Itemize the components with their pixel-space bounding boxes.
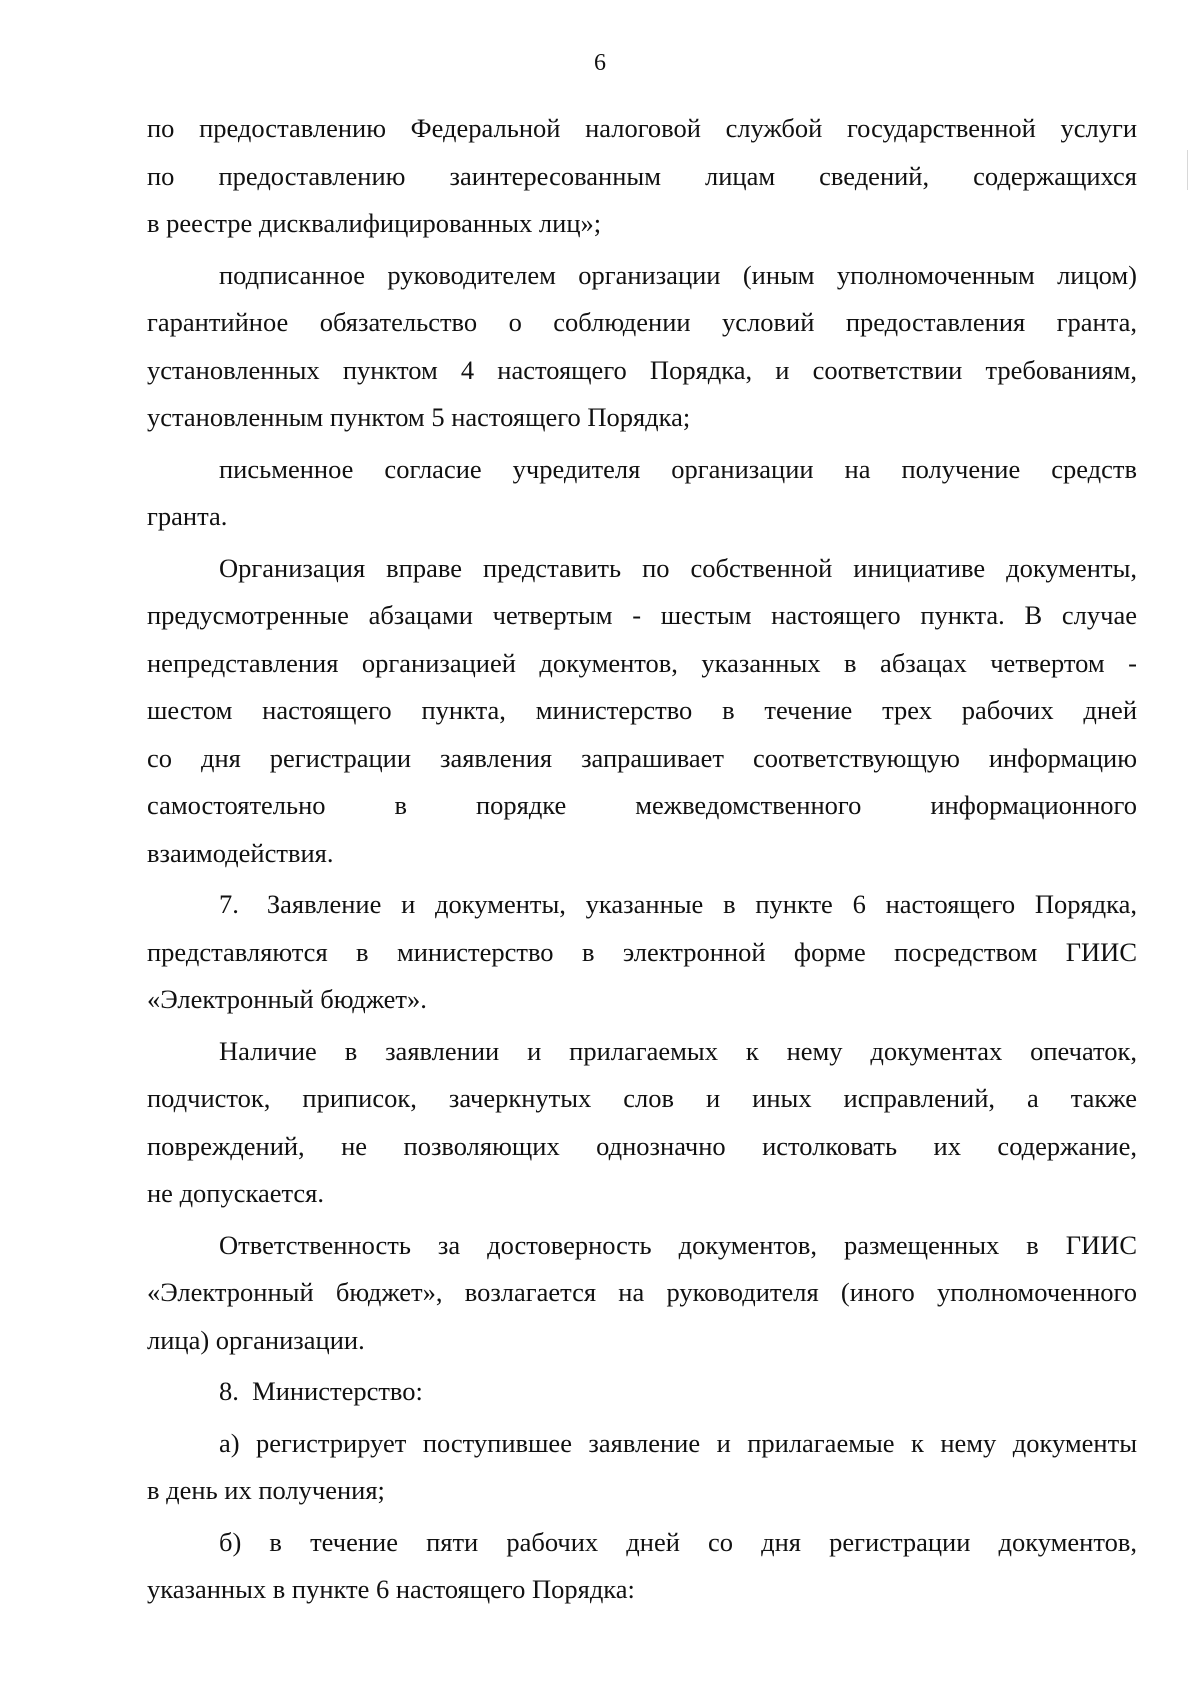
text-line-content: Министерство:: [252, 1376, 423, 1406]
text-line: подписанное руководителем организации (иным уполномоченным лицом): [219, 259, 1137, 290]
paragraph-own-initiative-documents: [147, 545, 1137, 878]
document-body: [147, 105, 1137, 1614]
paragraph-federal-tax-service: [147, 105, 1137, 248]
item-number: 7.: [219, 889, 239, 919]
text-line: со дня регистрации заявления запрашивает соответствующую информацию: [147, 742, 1137, 773]
text-line: предусмотренные абзацами четвертым - шестым настоящего пункта. В случае: [147, 600, 1137, 630]
text-line: подчисток, приписок, зачеркнутых слов и иных исправлений, а также: [147, 1083, 1137, 1113]
text-line: «Электронный бюджет».: [147, 984, 427, 1014]
text-line: лица) организации.: [147, 1324, 365, 1355]
text-line: «Электронный бюджет», возлагается на руководителя (иного уполномоченного: [147, 1277, 1137, 1307]
paragraph-item-7: [147, 881, 1137, 1024]
text-line: установленным пунктом 5 настоящего Порядка;: [147, 402, 691, 432]
text-line: Организация вправе представить по собственной инициативе документы,: [219, 552, 1137, 583]
text-line: шестом настоящего пункта, министерство в течение трех рабочих дней: [147, 695, 1137, 725]
text-line: указанных в пункте 6 настоящего Порядка:: [147, 1574, 635, 1604]
text-line: а) регистрирует поступившее заявление и прилагаемые к нему документы: [219, 1427, 1137, 1458]
text-line: непредставления организацией документов, указанных в абзацах четвертом -: [147, 647, 1137, 678]
page-number: 6: [594, 50, 606, 76]
text-line: Ответственность за достоверность документов, размещенных в ГИИС: [219, 1229, 1137, 1260]
text-line: [147, 881, 1137, 929]
paragraph-responsibility: [147, 1222, 1137, 1365]
text-line: взаимодействия.: [147, 837, 334, 868]
text-line: по предоставлению Федеральной налоговой службой государственной услуги: [147, 113, 1137, 143]
scan-edge-mark: [1187, 150, 1188, 190]
text-line-content: Заявление и документы, указанные в пункте 6 настоящего Порядка,: [266, 889, 1137, 919]
text-line: гарантийное обязательство о соблюдении условий предоставления гранта,: [147, 307, 1137, 337]
text-line: в реестре дисквалифицированных лиц»;: [147, 208, 602, 238]
text-line: установленных пунктом 4 настоящего Порядка, и соответствии требованиям,: [147, 354, 1137, 385]
text-line: [147, 1368, 1137, 1416]
paragraph-guarantee-obligation: [147, 252, 1137, 442]
paragraph-subitem-b: [147, 1519, 1137, 1614]
text-line: в день их получения;: [147, 1475, 385, 1505]
text-line: гранта.: [147, 501, 228, 531]
item-number: 8.: [219, 1376, 239, 1406]
text-line: повреждений, не позволяющих однозначно истолковать их содержание,: [147, 1130, 1137, 1161]
paragraph-corrections-not-allowed: [147, 1028, 1137, 1218]
text-line: самостоятельно в порядке межведомственного информационного: [147, 790, 1137, 820]
paragraph-subitem-a: [147, 1420, 1137, 1515]
text-line: письменное согласие учредителя организации на получение средств: [219, 453, 1137, 484]
text-line: Наличие в заявлении и прилагаемых к нему документах опечаток,: [219, 1035, 1137, 1066]
text-line: по предоставлению заинтересованным лицам сведений, содержащихся: [147, 160, 1137, 191]
paragraph-item-8: [147, 1368, 1137, 1416]
text-line: не допускается.: [147, 1178, 324, 1208]
text-line: б) в течение пяти рабочих дней со дня регистрации документов,: [219, 1526, 1137, 1557]
text-line: представляются в министерство в электронной форме посредством ГИИС: [147, 936, 1137, 967]
paragraph-founder-consent: [147, 446, 1137, 541]
